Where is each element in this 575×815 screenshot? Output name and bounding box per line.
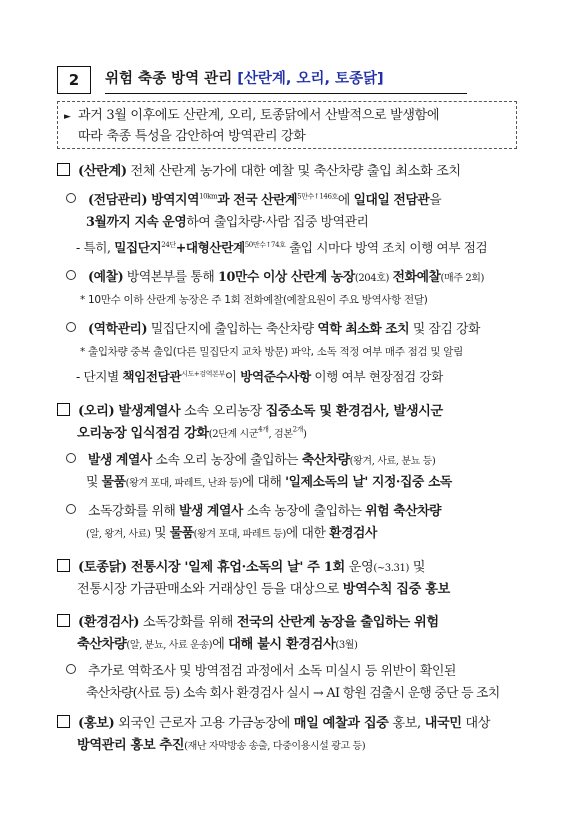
- circle-bullet-icon: [66, 504, 76, 514]
- s2-bullet-1-line2: 및 물품(왕겨 포대, 파레트, 난좌 등)에 대해 '일제소독의 날' 지정·집중 소독: [86, 475, 452, 490]
- section-number: 2: [57, 66, 91, 94]
- s5-heading-line2: 방역관리 홍보 추진(재난 자막방송 송출, 다중이용시설 광고 등): [77, 738, 366, 753]
- checkbox-icon: [57, 715, 70, 728]
- circle-bullet-icon: [66, 193, 76, 203]
- title-sub: [산란계, 오리, 토종닭]: [237, 71, 384, 87]
- arrow-icon: ►: [64, 112, 71, 122]
- s4-heading-line2: 축산차량(알, 분뇨, 사료 운송)에 대해 불시 환경검사(3월): [77, 637, 358, 652]
- s1-dash-2: - 단지별 책임전담관$^{시도+검역본부}$이 방역준수사항 이행 여부 현장점검 강화: [76, 369, 443, 384]
- summary-box: [57, 101, 517, 149]
- checkbox-icon: [57, 559, 70, 572]
- checkbox-icon: [57, 614, 70, 627]
- s1-bullet-1-line2: 3월까지 지속 운영하여 출입차량·사람 집중 방역관리: [86, 215, 369, 230]
- s1-bullet-3: (역학관리) 밀집단지에 출입하는 축산차량 역학 최소화 조치 및 잠김 강화: [66, 318, 480, 337]
- s2-heading-line2: 오리농장 입식점검 강화(2단계 시군$^{4개}$, 검본$^{2개}$): [77, 425, 307, 441]
- s2-bullet-2-line2: (알, 왕겨, 사료) 및 물품(왕겨 포대, 파레트 등)에 대한 환경검사: [86, 526, 377, 541]
- section-heading: [105, 66, 384, 92]
- s2-bullet-1: 발생 계열사 소속 오리 농장에 출입하는 축산차량(왕겨, 사료, 분뇨 등): [66, 449, 435, 468]
- s2-heading: (오리) 발생계열사 소속 오리농장 집중소독 및 환경검사, 발생시군: [57, 400, 443, 419]
- summary-line-1: 과거 3월 이후에도 산란계, 오리, 토종닭에서 산발적으로 발생함에: [78, 108, 440, 123]
- s4-heading: (환경검사) 소독강화를 위해 전국의 산란계 농장을 출입하는 위험: [57, 611, 439, 630]
- s4-bullet-1-line2: 축산차량(사료 등) 소속 회사 환경검사 실시 → AI 항원 검출시 운행 중단 등 조치: [86, 686, 500, 701]
- s5-heading: (홍보) 외국인 근로자 고용 가금농장에 매일 예찰과 집중 홍보, 내국민 대상: [57, 712, 490, 731]
- section-title: [57, 66, 517, 94]
- s3-heading: (토종닭) 전통시장 '일제 휴업·소독의 날' 주 1회 운영(~3.31) 및: [57, 556, 425, 575]
- s4-bullet-1: 추가로 역학조사 및 방역점검 과정에서 소독 미실시 등 위반이 확인된: [66, 660, 456, 679]
- s1-heading: (산란계) 전체 산란계 농가에 대한 예찰 및 축산차량 출입 최소화 조치: [57, 160, 461, 179]
- s1-bullet-1: (전담관리) 방역지역$^{10km}$과 전국 산란계$^{5만수↑146호}$에 일대일 전담관을: [66, 189, 441, 208]
- title-main: 위험 축종 방역 관리: [105, 71, 233, 87]
- checkbox-icon: [57, 403, 70, 416]
- s1-bullet-2: (예찰) 방역본부를 통해 10만수 이상 산란계 농장(204호) 전화예찰(매주 2회): [66, 266, 484, 285]
- s1-note-1: * 10만수 이하 산란계 농장은 주 1회 전화예찰(예찰요원이 주요 방역사항 전달): [80, 294, 428, 306]
- circle-bullet-icon: [66, 664, 76, 674]
- circle-bullet-icon: [66, 270, 76, 280]
- summary-line-2: 따라 축종 특성을 감안하여 방역관리 강화: [78, 129, 306, 144]
- circle-bullet-icon: [66, 453, 76, 463]
- circle-bullet-icon: [66, 322, 76, 332]
- s1-dash-1: - 특히, 밀집단지$^{24단}$+대형산란계$^{50만수↑74호}$ 출입 시마다 방역 조치 이행 여부 점검: [76, 240, 488, 255]
- s1-note-2: * 출입차량 중복 출입(다른 밀집단지 교차 방문) 파악, 소독 적정 여부 매주 점검 및 알림: [80, 346, 463, 358]
- summary-text: [78, 105, 514, 147]
- checkbox-icon: [57, 163, 70, 176]
- s2-bullet-2: 소독강화를 위해 발생 계열사 소속 농장에 출입하는 위험 축산차량: [66, 500, 441, 519]
- s3-heading-line2: 전통시장 가금판매소와 거래상인 등을 대상으로 방역수칙 집중 홍보: [77, 582, 450, 597]
- title-underline: [105, 93, 467, 94]
